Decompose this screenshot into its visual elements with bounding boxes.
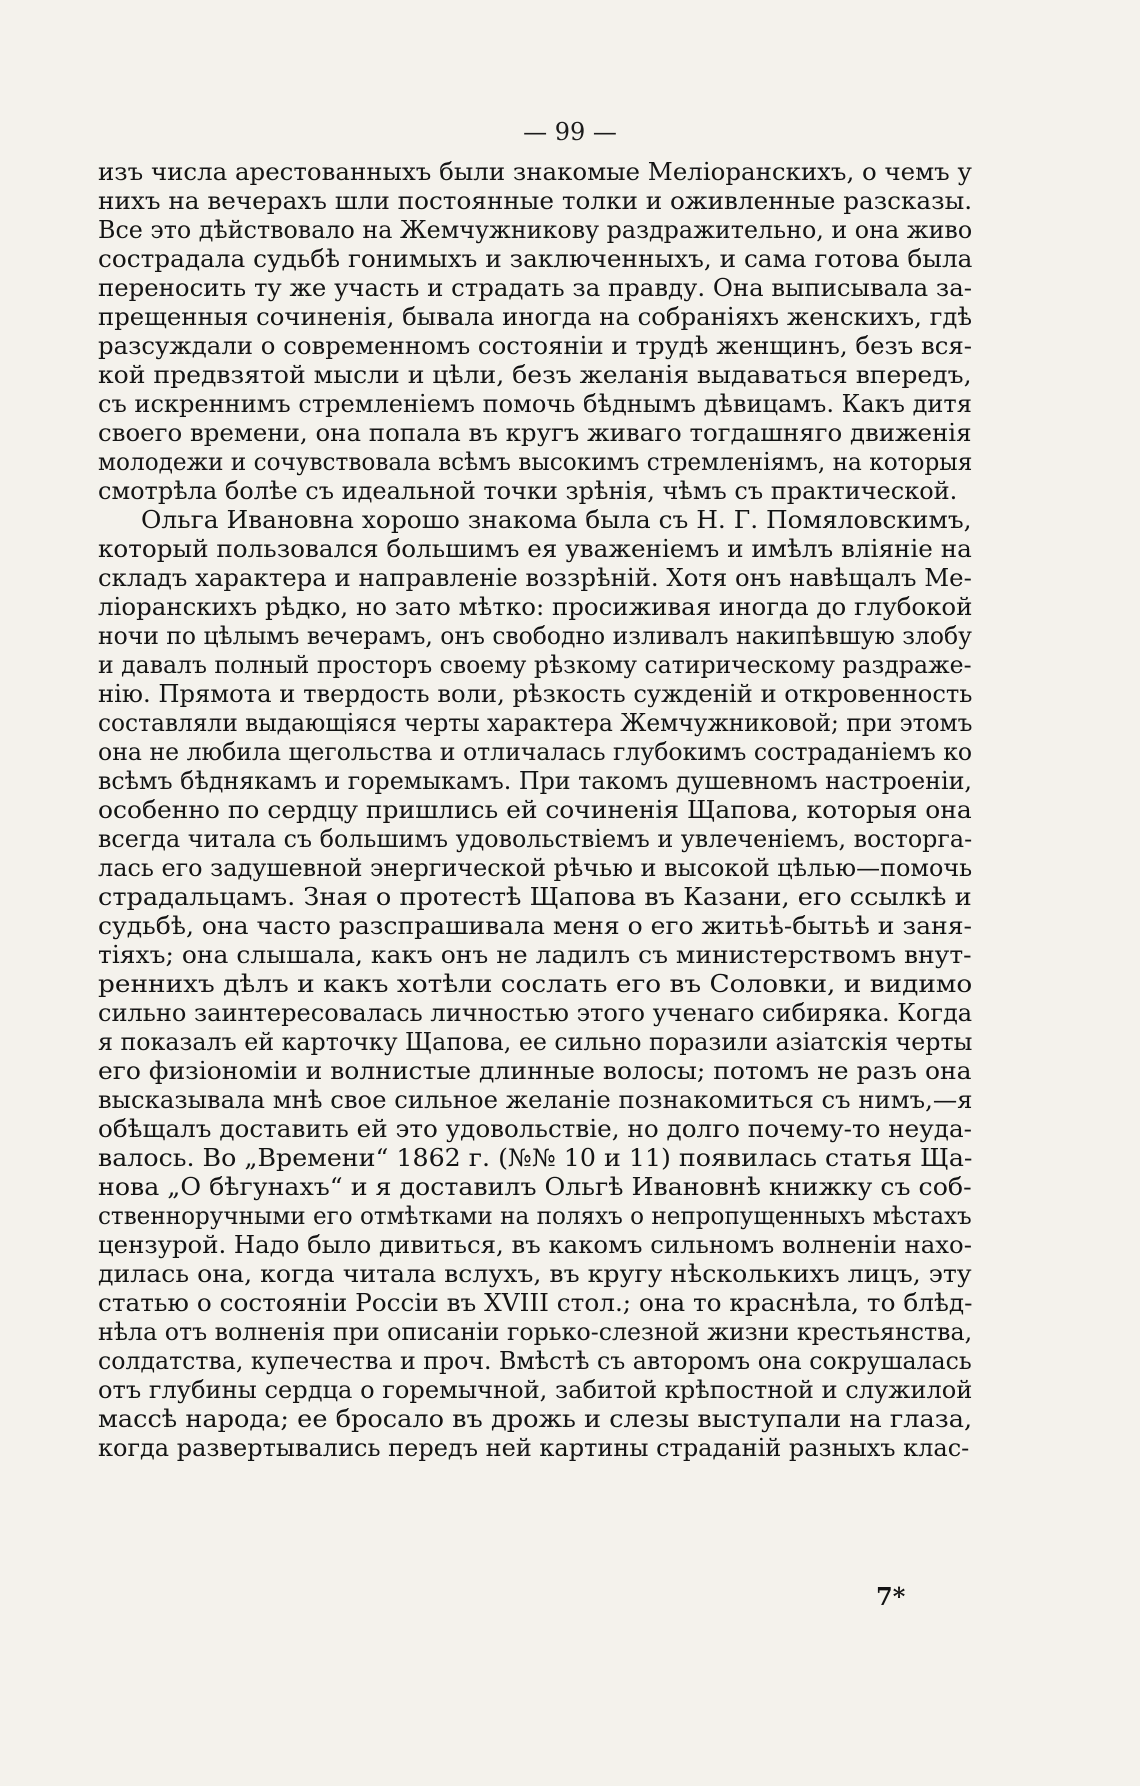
text-line: отъ глубины сердца о горемычной, забитой крѣпостной и служилой xyxy=(98,1376,973,1404)
text-line: сильно заинтересовалась личностью этого ученаго сибиряка. Когда xyxy=(98,999,973,1027)
text-line: реннихъ дѣлъ и какъ хотѣли сослать его въ Соловки, и видимо xyxy=(98,970,973,998)
text-line: когда развертывались передъ ней картины страданій разныхъ клас- xyxy=(98,1434,970,1462)
text-line: складъ характера и направленіе воззрѣній. Хотя онъ навѣщалъ Ме- xyxy=(98,564,972,592)
text-line: солдатства, купечества и проч. Вмѣстѣ съ авторомъ она сокрушалась xyxy=(98,1347,972,1375)
text-line: нію. Прямота и твердость воли, рѣзкость сужденій и откровенность xyxy=(98,680,973,708)
text-line: своего времени, она попала въ кругъ живаго тогдашняго движенія xyxy=(98,419,972,447)
text-line: нова „О бѣгунахъ“ и я доставилъ Ольгѣ Ивановнѣ книжку съ соб- xyxy=(98,1173,972,1201)
text-line: молодежи и сочувствовала всѣмъ высокимъ стремленіямъ, на которыя xyxy=(98,448,973,476)
text-line: судьбѣ, она часто разспрашивала меня о его житьѣ-бытьѣ и заня- xyxy=(98,912,972,940)
text-line: нѣла отъ волненія при описаніи горько-слезной жизни крестьянства, xyxy=(98,1318,973,1346)
text-line: я показалъ ей карточку Щапова, ее сильно поразили азіатскія черты xyxy=(98,1028,973,1056)
text-line: лась его задушевной энергической рѣчью и высокой цѣлью—помочь xyxy=(98,854,973,882)
text-line: который пользовался большимъ ея уваженіемъ и имѣлъ вліяніе на xyxy=(98,535,972,563)
text-line: прещенныя сочиненія, бывала иногда на собраніяхъ женскихъ, гдѣ xyxy=(98,303,973,331)
text-line: дилась она, когда читала вслухъ, въ кругу нѣсколькихъ лицъ, эту xyxy=(98,1260,972,1288)
signature-mark: 7* xyxy=(876,1582,906,1611)
text-line: кой предвзятой мысли и цѣли, безъ желанія выдаваться впередъ, xyxy=(98,361,972,389)
text-line: его физіономіи и волнистые длинные волосы; потомъ не разъ она xyxy=(98,1057,972,1085)
text-line: ліоранскихъ рѣдко, но зато мѣтко: просиживая иногда до глубокой xyxy=(98,593,973,621)
text-line: смотрѣла болѣе съ идеальной точки зрѣнія, чѣмъ съ практической. xyxy=(98,477,958,505)
text-line: ственноручными его отмѣтками на поляхъ о непропущенныхъ мѣстахъ xyxy=(98,1202,972,1230)
text-line: статью о состояніи Россіи въ XVIII стол.; она то краснѣла, то блѣд- xyxy=(98,1289,973,1317)
text-line: нихъ на вечерахъ шли постоянные толки и оживленные разсказы. xyxy=(98,187,973,215)
page-number: — 99 — xyxy=(523,118,617,146)
text-line: массѣ народа; ее бросало въ дрожь и слезы выступали на глаза, xyxy=(98,1405,973,1433)
text-line: Все это дѣйствовало на Жемчужникову раздражительно, и она живо xyxy=(98,216,973,244)
text-line: цензурой. Надо было дивиться, въ какомъ сильномъ волненіи нахо- xyxy=(98,1231,972,1259)
text-line: составляли выдающіяся черты характера Жемчужниковой; при этомъ xyxy=(98,709,973,737)
text-line: всѣмъ бѣднякамъ и горемыкамъ. При такомъ душевномъ настроеніи, xyxy=(98,767,972,795)
text-line: изъ числа арестованныхъ были знакомые Меліоранскихъ, о чемъ у xyxy=(98,158,972,186)
text-line: страдальцамъ. Зная о протестѣ Щапова въ Казани, его ссылкѣ и xyxy=(98,883,972,911)
text-line: Ольга Ивановна хорошо знакома была съ Н. Г. Помяловскимъ, xyxy=(141,506,972,534)
text-line: она не любила щегольства и отличалась глубокимъ состраданіемъ ко xyxy=(98,738,973,766)
text-line: высказывала мнѣ свое сильное желаніе познакомиться съ нимъ,—я xyxy=(98,1086,973,1114)
text-line: и давалъ полный просторъ своему рѣзкому сатирическому раздраже- xyxy=(98,651,972,679)
text-line: переносить ту же участь и страдать за правду. Она выписывала за- xyxy=(98,274,972,302)
text-line: особенно по сердцу пришлись ей сочиненія Щапова, которыя она xyxy=(98,796,972,824)
text-line: тіяхъ; она слышала, какъ онъ не ладилъ съ министерствомъ внут- xyxy=(98,941,972,969)
text-line: ночи по цѣлымъ вечерамъ, онъ свободно изливалъ накипѣвшую злобу xyxy=(98,622,972,650)
text-line: съ искреннимъ стремленіемъ помочь бѣднымъ дѣвицамъ. Какъ дитя xyxy=(98,390,972,418)
text-line: валось. Во „Времени“ 1862 г. (№№ 10 и 11) появилась статья Ща- xyxy=(98,1144,973,1172)
text-line: обѣщалъ доставить ей это удовольствіе, но долго почему-то неуда- xyxy=(98,1115,972,1143)
text-line: сострадала судьбѣ гонимыхъ и заключенныхъ, и сама готова была xyxy=(98,245,973,273)
text-line: всегда читала съ большимъ удовольствіемъ и увлеченіемъ, восторга- xyxy=(98,825,973,853)
text-line: разсуждали о современномъ состояніи и трудѣ женщинъ, безъ вся- xyxy=(98,332,972,360)
